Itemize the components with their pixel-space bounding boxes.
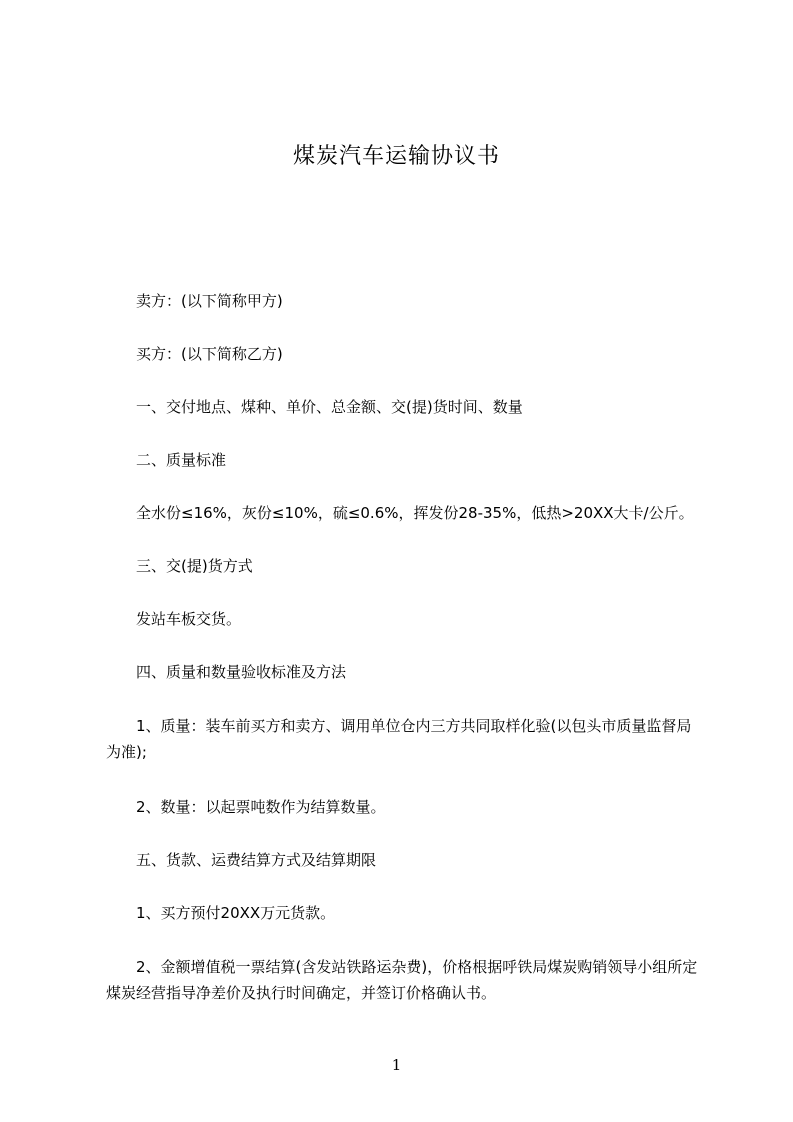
- section-heading-3: 三、交(提)货方式: [136, 557, 253, 575]
- prepayment-paragraph: 1、买方预付20XX万元货款。: [136, 904, 336, 922]
- seller-line: 卖方：(以下简称甲方): [136, 292, 283, 310]
- quantity-check-paragraph: 2、数量：以起票吨数作为结算数量。: [136, 798, 386, 816]
- quality-spec-paragraph: 全水份≤16%，灰份≤10%，硫≤0.6%，挥发份28-35%，低热>20XX大卡/公斤。: [136, 504, 694, 522]
- section-heading-4: 四、质量和数量验收标准及方法: [136, 663, 347, 681]
- section-heading-5: 五、货款、运费结算方式及结算期限: [136, 851, 377, 869]
- page-number: 1: [391, 1056, 402, 1074]
- buyer-line: 买方：(以下简称乙方): [136, 345, 283, 363]
- settlement-paragraph: 2、金额增值税一票结算(含发站铁路运杂费)，价格根据呼铁局煤炭购销领导小组所定煤炭经营指导净差价及执行时间确定，并签订价格确认书。: [106, 958, 698, 1002]
- section-heading-1: 一、交付地点、煤种、单价、总金额、交(提)货时间、数量: [136, 398, 523, 416]
- delivery-method-paragraph: 发站车板交货。: [136, 610, 242, 628]
- quality-check-paragraph: 1、质量：装车前买方和卖方、调用单位仓内三方共同取样化验(以包头市质量监督局为准);: [106, 717, 692, 761]
- document-title: 煤炭汽车运输协议书: [292, 144, 500, 169]
- section-heading-2: 二、质量标准: [136, 451, 227, 469]
